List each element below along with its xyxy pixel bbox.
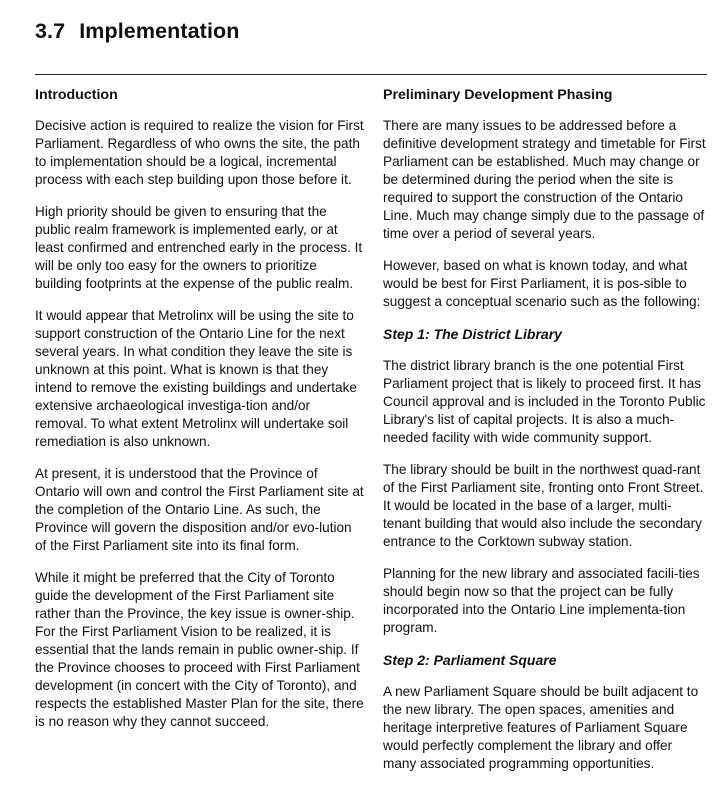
phasing-paragraph-1: There are many issues to be addressed before a definitive development strategy and timetable for First Parliament can be established. Much may change or be determined during the period when the site is required to support the construction of the Ontario Line. Much may change simply due to the passage of time over a period of several years. <box>383 118 706 241</box>
phasing-heading: Preliminary Development Phasing <box>383 87 613 103</box>
right-column <box>383 86 708 787</box>
step-2-heading: Step 2: Parliament Square <box>383 652 557 668</box>
section-number: 3.7 <box>35 19 66 43</box>
step-1-paragraph-3: Planning for the new library and associated facili-ties should begin now so that the project can be fully incorporated into the Ontario Line implementa-tion program. <box>383 566 700 635</box>
step-1-paragraph-2: The library should be built in the northwest quad-rant of the First Parliament site, fronting onto Front Street. It would be located in the base of a larger, multi-tenant building that would also include the secondary entrance to the Corktown subway station. <box>383 462 704 549</box>
step-1-heading: Step 1: The District Library <box>383 326 562 342</box>
step-1-paragraph-1: The district library branch is the one potential First Parliament project that is likely to proceed first. It has Council approval and is included in the Toronto Public Library's list of capital projects. It is also a much-needed facility with wide community support. <box>383 358 706 445</box>
step-2-paragraph-1: A new Parliament Square should be built adjacent to the new library. The open spaces, amenities and heritage interpretive features of Parliament Square would perfectly complement the library and offer many associated programming opportunities. <box>383 684 699 771</box>
intro-paragraph-5: While it might be preferred that the City of Toronto guide the development of the First Parliament site rather than the Province, the key issue is owner-ship. For the First Parliament Vision to be realized, it is essential that the lands remain in public owner-ship. If the Province chooses to proceed with First Parliament development (in concert with the City of Toronto), and respects the established Master Plan for the site, there is no reason why they cannot succeed. <box>35 570 364 729</box>
introduction-heading: Introduction <box>35 87 118 103</box>
phasing-paragraph-2: However, based on what is known today, and what would be best for First Parliament, it is pos-sible to suggest a conceptual scenario such as the following: <box>383 258 701 309</box>
title-divider <box>35 74 707 75</box>
left-column <box>35 86 365 745</box>
section-title: Implementation <box>79 19 240 43</box>
page-title <box>35 19 239 44</box>
intro-paragraph-1: Decisive action is required to realize the vision for First Parliament. Regardless of who owns the site, the path to implementation should be a logical, incremental process with each step building upon those before it. <box>35 118 364 187</box>
intro-paragraph-3: It would appear that Metrolinx will be using the site to support construction of the Ontario Line for the next several years. In what condition they leave the site is unknown at this point. What is known is that they intend to remove the existing buildings and undertake extensive archaeological investiga-tion and/or removal. To what extent Metrolinx will undertake soil remediation is also unknown. <box>35 308 357 449</box>
intro-paragraph-2: High priority should be given to ensuring that the public realm framework is implemented early, or at least confirmed and entrenched early in the process. It will be only too easy for the owners to prioritize building footprints at the expense of the public realm. <box>35 204 363 291</box>
intro-paragraph-4: At present, it is understood that the Province of Ontario will own and control the First Parliament site at the completion of the Ontario Line. As such, the Province will govern the disposition and/or evo-lution of the First Parliament site into its final form. <box>35 466 364 553</box>
